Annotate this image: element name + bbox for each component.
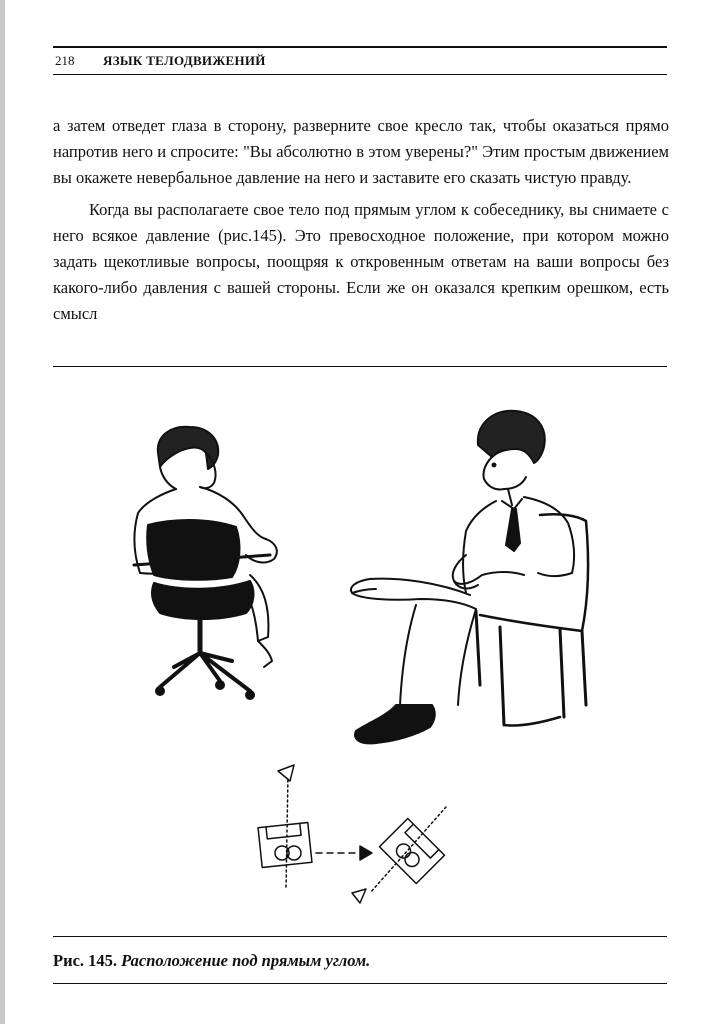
figure-illustration (120, 405, 610, 925)
figure-top-rule (53, 366, 667, 367)
running-title: ЯЗЫК ТЕЛОДВИЖЕНИЙ (103, 53, 266, 68)
paragraph: Когда вы располагаете свое тело под прямым углом к собеседнику, вы снимаете с него всякое давление (рис.145). Это превосходное положение, при котором можно задать щекотливые вопросы, поощряя к откровенным ответам на ваши вопросы без какого-либо давления с вашей стороны. Если же он оказался крепким орешком, есть смысл (53, 200, 669, 323)
position-diagram (258, 765, 446, 903)
page-edge-shadow (0, 0, 5, 1024)
right-person-drawing (351, 411, 588, 744)
paragraph: а затем отведет глаза в сторону, разверните свое кресло так, чтобы оказаться прямо напротив него и спросите: "Вы абсолютно в этом уверены?" Этим простым движением вы окажете невербальное давление на него и заставите его сказать чистую правду. (53, 116, 669, 187)
left-person-drawing (134, 427, 277, 699)
seated-people-illustration (120, 405, 610, 925)
caption-top-rule (53, 936, 667, 937)
caption-number: Рис. 145. (53, 951, 118, 970)
figure-caption (53, 951, 370, 971)
header-top-rule (53, 46, 667, 48)
caption-text: Расположение под прямым углом. (121, 951, 371, 970)
running-header (53, 44, 667, 80)
body-text (53, 113, 669, 326)
page-number: 218 (55, 53, 75, 68)
header-bottom-rule (53, 74, 667, 75)
caption-bottom-rule (53, 983, 667, 984)
